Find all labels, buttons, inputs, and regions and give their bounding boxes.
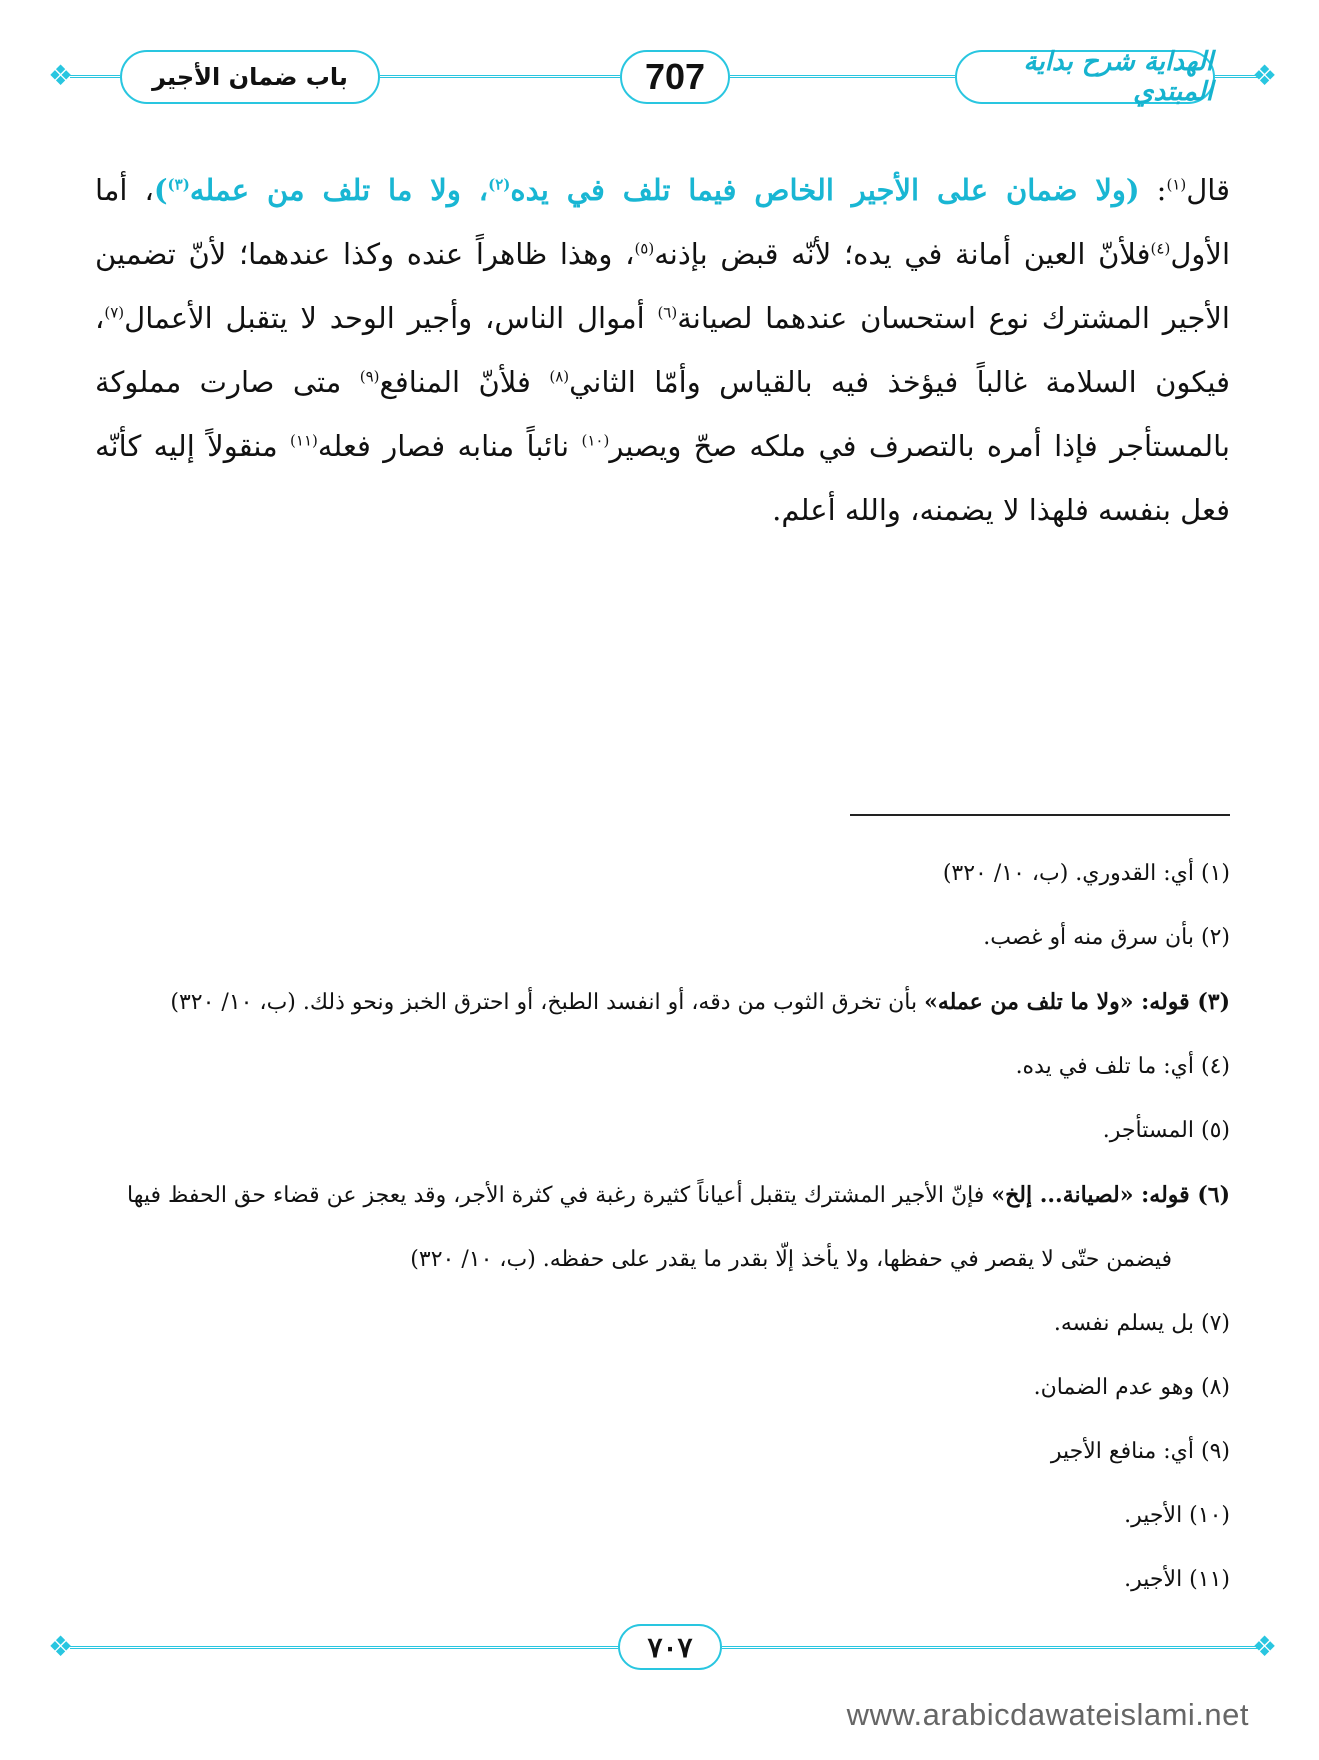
main-text	[95, 158, 1230, 542]
footnote-6-text: فإنّ الأجير المشترك يتقبل أعياناً كثيرة رغبة في كثرة الأجر، وقد يعجز عن قضاء حق الحفظ فيها	[126, 1183, 992, 1208]
footnote-ref[interactable]: (١٠)	[581, 431, 610, 450]
text-segment: أموال الناس، وأجير الوحد لا يتقبل الأعمال	[124, 301, 658, 335]
footer-ornament-left-icon: ❖	[48, 1630, 74, 1663]
footnote-8: (٨) وهو عدم الضمان.	[1033, 1375, 1230, 1400]
chapter-title: باب ضمان الأجير	[120, 50, 380, 104]
ornament-left-icon: ❖	[48, 59, 74, 92]
footnote-ref[interactable]: (٤)	[1150, 239, 1171, 258]
footnote-10: (١٠) الأجير.	[1124, 1503, 1230, 1528]
footnote-11: (١١) الأجير.	[1124, 1567, 1230, 1592]
text-segment: ، فيكون السلامة غالباً فيؤخذ فيه بالقياس وأمّا الثاني	[95, 301, 1230, 399]
text-segment: :	[1139, 173, 1167, 207]
footnote-4: (٤) أي: ما تلف في يده.	[1015, 1054, 1230, 1079]
footnote-ref[interactable]: (٣)	[167, 175, 190, 194]
footer-rule-left	[70, 1646, 618, 1649]
footnote-1: (١) أي: القدوري. (ب، ١٠/ ٣٢٠)	[942, 861, 1230, 886]
book-title: الهداية شرح بداية المبتدي	[955, 50, 1215, 104]
footer-rule-right	[722, 1646, 1260, 1649]
footnote-ref[interactable]: (٦)	[657, 303, 678, 322]
text-segment: ، وهذا ظاهراً عنده وكذا عندهما؛ لأنّ تضمين الأجير المشترك نوع استحسان عندهما لصيانة	[95, 237, 1230, 335]
footnote-6-lemma: (٦) قوله: «لصيانة... إلخ»	[991, 1182, 1230, 1208]
text-segment: فلأنّ العين أمانة في يده؛ لأنّه قبض بإذنه	[654, 237, 1151, 271]
page-header	[0, 40, 1319, 120]
footnote-7: (٧) بل يسلم نفسه.	[1053, 1311, 1230, 1336]
footnote-3	[90, 970, 1230, 1035]
footnote-ref[interactable]: (٧)	[104, 303, 125, 322]
quoted-text: (ولا ضمان على الأجير الخاص فيما تلف في يده	[510, 173, 1140, 207]
footer-page-number: ٧٠٧	[618, 1624, 722, 1670]
footnote-3-text: بأن تخرق الثوب من دقه، أو انفسد الطبخ، أو احترق الخبز ونحو ذلك. (ب، ١٠/ ٣٢٠)	[170, 990, 925, 1015]
footnote-ref[interactable]: (٨)	[549, 367, 570, 386]
header-rule-mid-right	[730, 75, 955, 78]
footnote-3-lemma: (٣) قوله: «ولا ما تلف من عمله»	[924, 989, 1230, 1015]
text-segment: منقولاً إليه كأنّه فعل بنفسه فلهذا لا يضمنه، والله أعلم.	[95, 429, 1230, 527]
quoted-text: )	[153, 173, 168, 207]
footnote-6-continuation: فيضمن حتّى لا يقصر في حفظها، ولا يأخذ إلّا بقدر ما يقدر على حفظه. (ب، ١٠/ ٣٢٠)	[410, 1247, 1172, 1272]
footnote-separator	[850, 814, 1230, 816]
footnote-9: (٩) أي: منافع الأجير	[1050, 1439, 1230, 1464]
quoted-text: ، ولا ما تلف من عمله	[189, 173, 489, 207]
text-segment: نائباً منابه فصار فعله	[317, 429, 582, 463]
footnotes-list	[90, 842, 1230, 1612]
footnote-6	[90, 1163, 1230, 1292]
header-page-number: 707	[620, 50, 730, 104]
footnote-ref[interactable]: (١١)	[290, 431, 318, 450]
footnote-ref[interactable]: (٢)	[488, 175, 511, 194]
footnote-2: (٢) بأن سرق منه أو غصب.	[983, 925, 1230, 950]
header-rule-left	[70, 75, 120, 78]
ornament-right-icon: ❖	[1252, 59, 1278, 92]
text-segment: ، أما الأول	[95, 173, 1230, 271]
page-footer	[0, 1620, 1319, 1680]
footer-ornament-right-icon: ❖	[1252, 1630, 1278, 1663]
header-rule-mid-left	[380, 75, 620, 78]
footnote-ref[interactable]: (٥)	[634, 239, 655, 258]
footnote-ref[interactable]: (١)	[1166, 175, 1187, 194]
footnote-5: (٥) المستأجر.	[1102, 1118, 1230, 1143]
footnote-ref[interactable]: (٩)	[359, 367, 380, 386]
text-segment: قال	[1186, 173, 1230, 207]
text-segment: متى صارت مملوكة بالمستأجر فإذا أمره بالتصرف في ملكه صحّ ويصير	[95, 365, 1231, 463]
site-url[interactable]: www.arabicdawateislami.net	[846, 1697, 1249, 1732]
text-segment: فلأنّ المنافع	[379, 365, 550, 399]
